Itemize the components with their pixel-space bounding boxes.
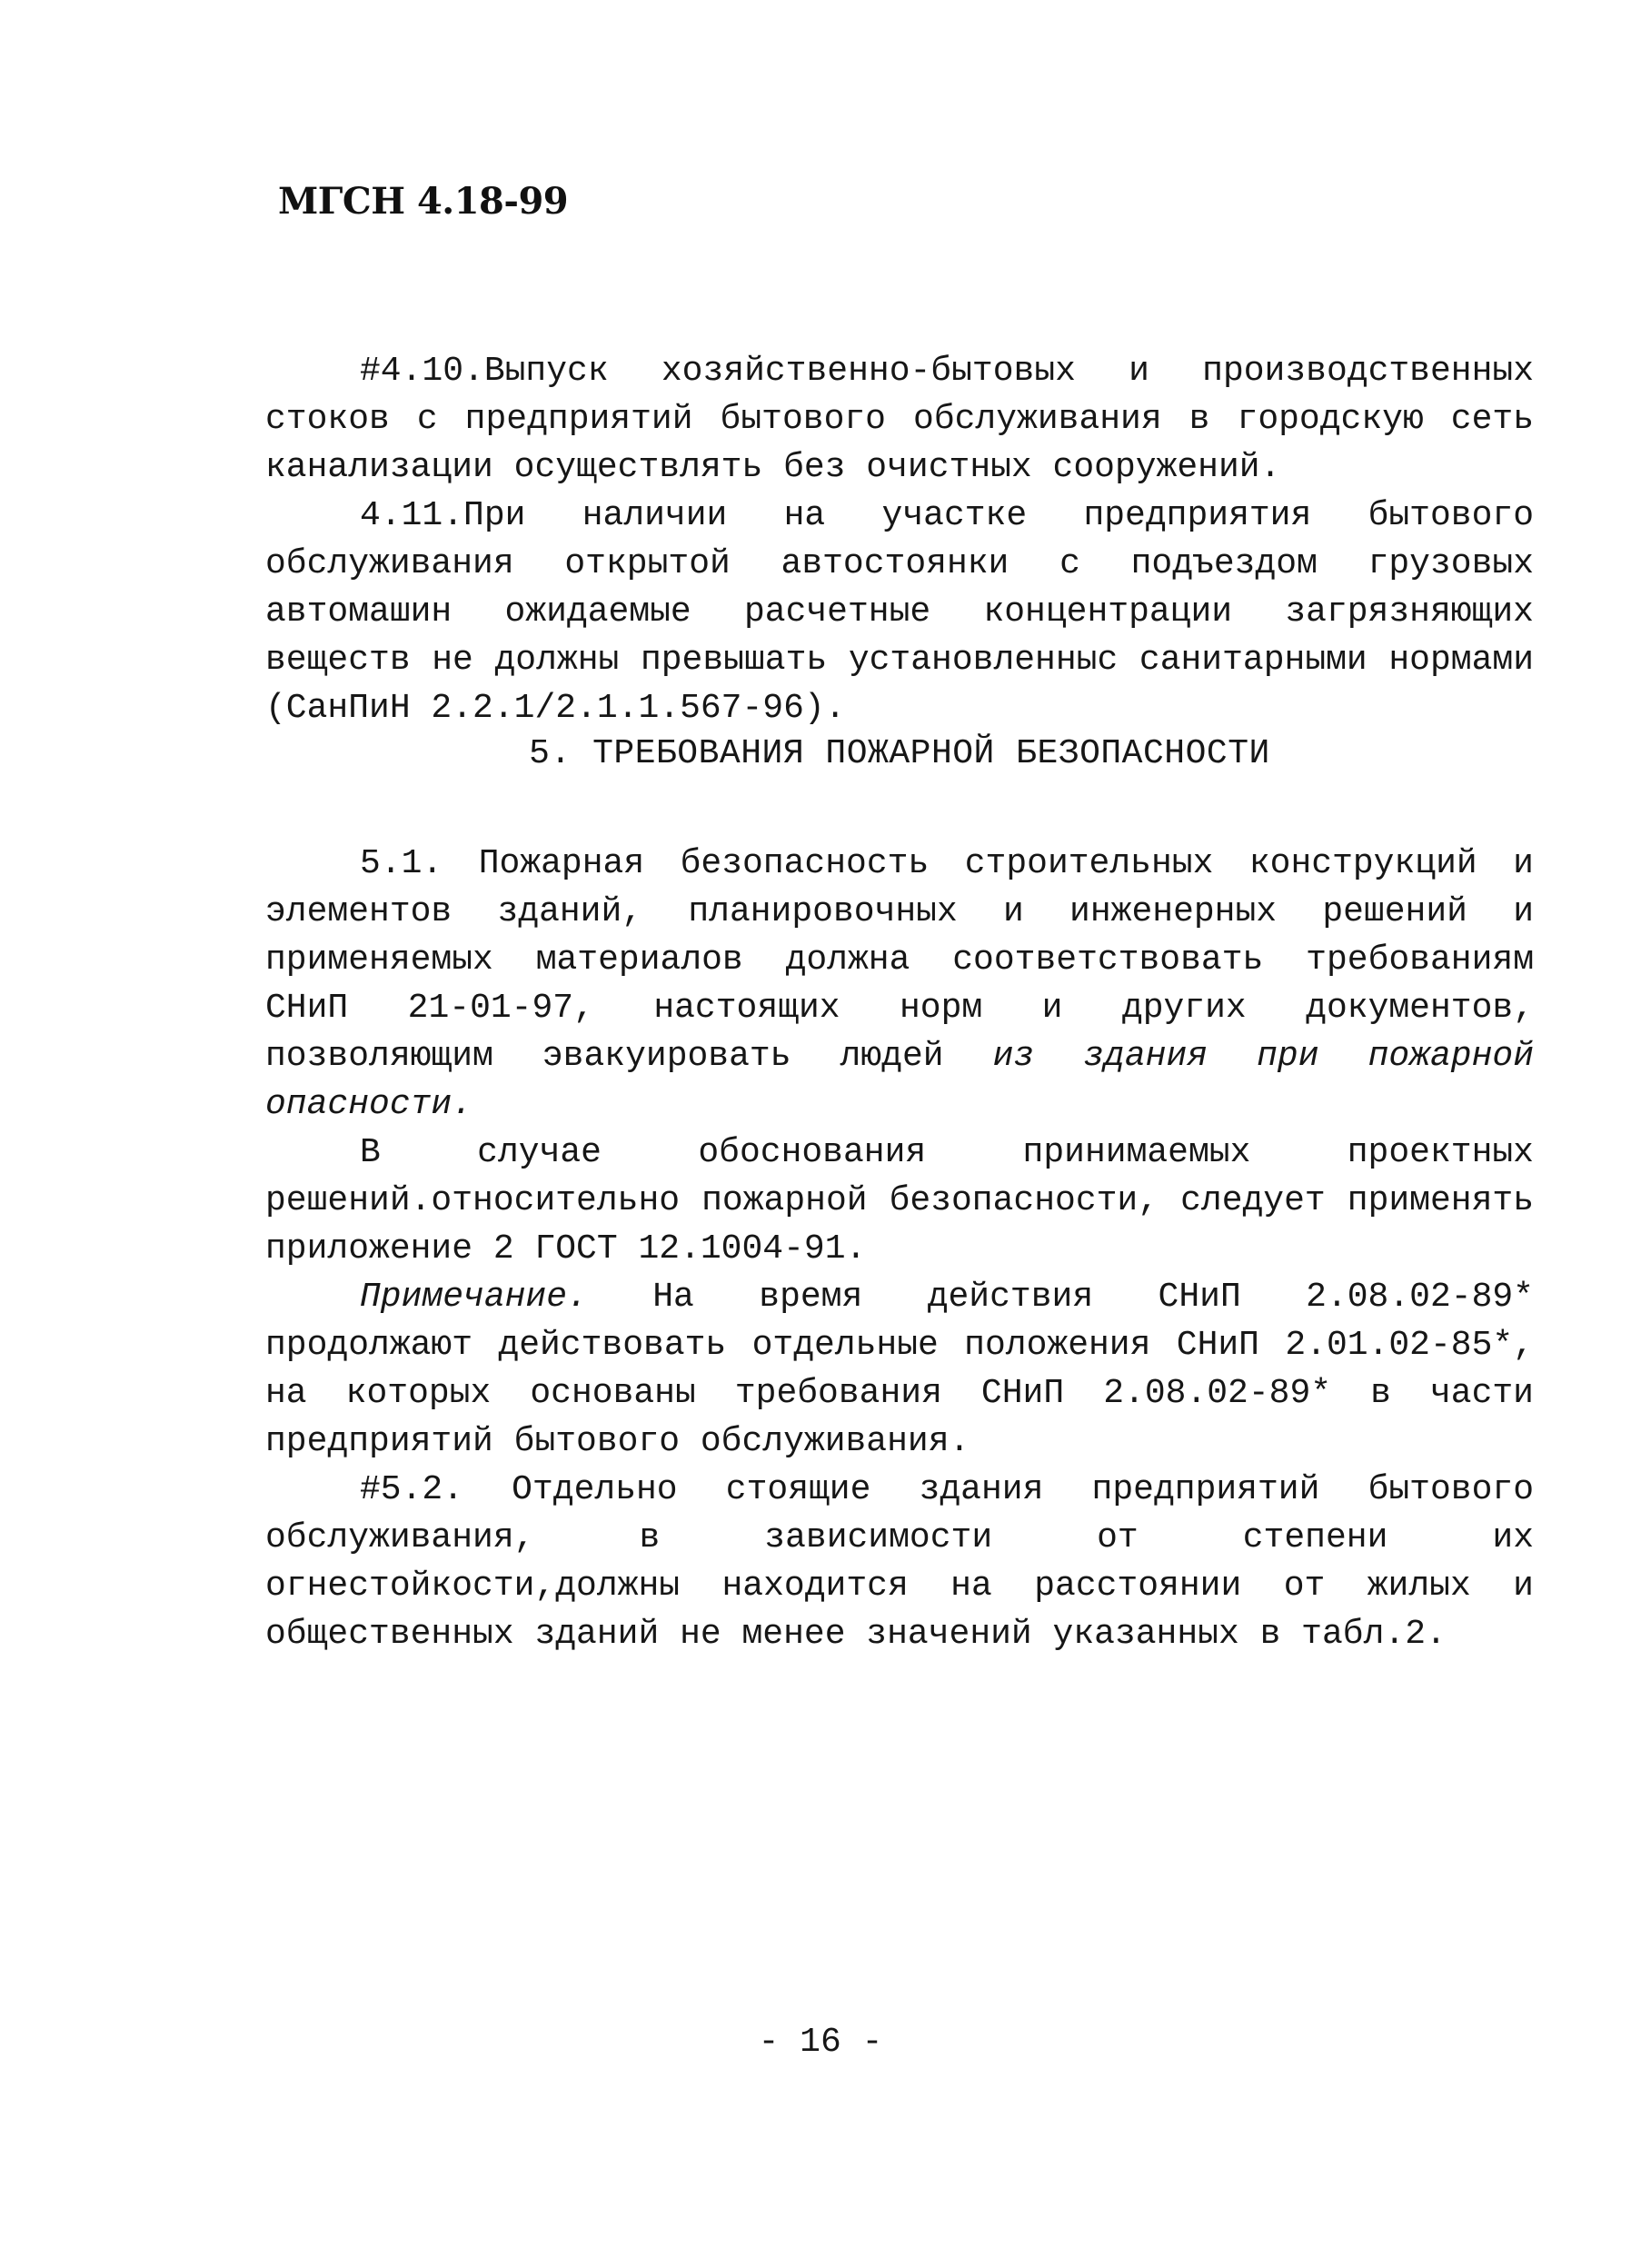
document-code-header: МГСН 4.18-99	[278, 180, 569, 223]
paragraph-5-1	[265, 840, 1534, 1129]
section-4-continuation	[265, 347, 1534, 732]
paragraph-5-1-justification: В случае обоснования принимаемых проектных решений.относительно пожарной безопасности, следует применять приложение 2 ГОСТ 12.1004-91.	[265, 1133, 1534, 1268]
paragraph-5-2: #5.2. Отдельно стоящие здания предприятий бытового обслуживания, в зависимости от степени их огнестойкости,должны находится на расстоянии от жилых и общественных зданий не менее значений указанных в табл.2.	[265, 1470, 1534, 1654]
note-paragraph	[265, 1273, 1534, 1466]
section-5-title: 5. ТРЕБОВАНИЯ ПОЖАРНОЙ БЕЗОПАСНОСТИ	[529, 734, 1270, 773]
paragraph-4-11: 4.11.При наличии на участке предприятия бытового обслуживания открытой автостоянки с подъездом грузовых автомашин ожидаемые расчетные концентрации загрязняющих веществ не должны превышать установленныс санитарными нормами (СанПиН 2.2.1/2.1.1.567-96).	[265, 496, 1534, 728]
paragraph-5-1-text: 5.1. Пожарная безопасность строительных конструкций и элементов зданий, планировочных и инженерных решений и применяемых материалов должна соответствовать требованиям СНиП 21-01-97, настоящих норм и других документов, позволяющим эвакуировать людей	[265, 844, 1534, 1076]
section-5-body	[265, 840, 1534, 1658]
note-label: Примечание.	[360, 1278, 588, 1317]
note-text: На время действия СНиП 2.08.02-89* продолжают действовать отдельные положения СНиП 2.01.02-85*, на которых основаны требования СНиП 2.08.02-89* в части предприятий бытового обслуживания.	[265, 1278, 1534, 1461]
paragraph-5-1-italic-text: из здания при пожарной опасности.	[265, 1037, 1535, 1124]
page-number: - 16 -	[758, 2023, 883, 2062]
paragraph-4-10: #4.10.Выпуск хозяйственно-бытовых и производственных стоков с предприятий бытового обслуживания в городскую сеть канализации осуществлять без очистных сооружений.	[265, 352, 1534, 487]
